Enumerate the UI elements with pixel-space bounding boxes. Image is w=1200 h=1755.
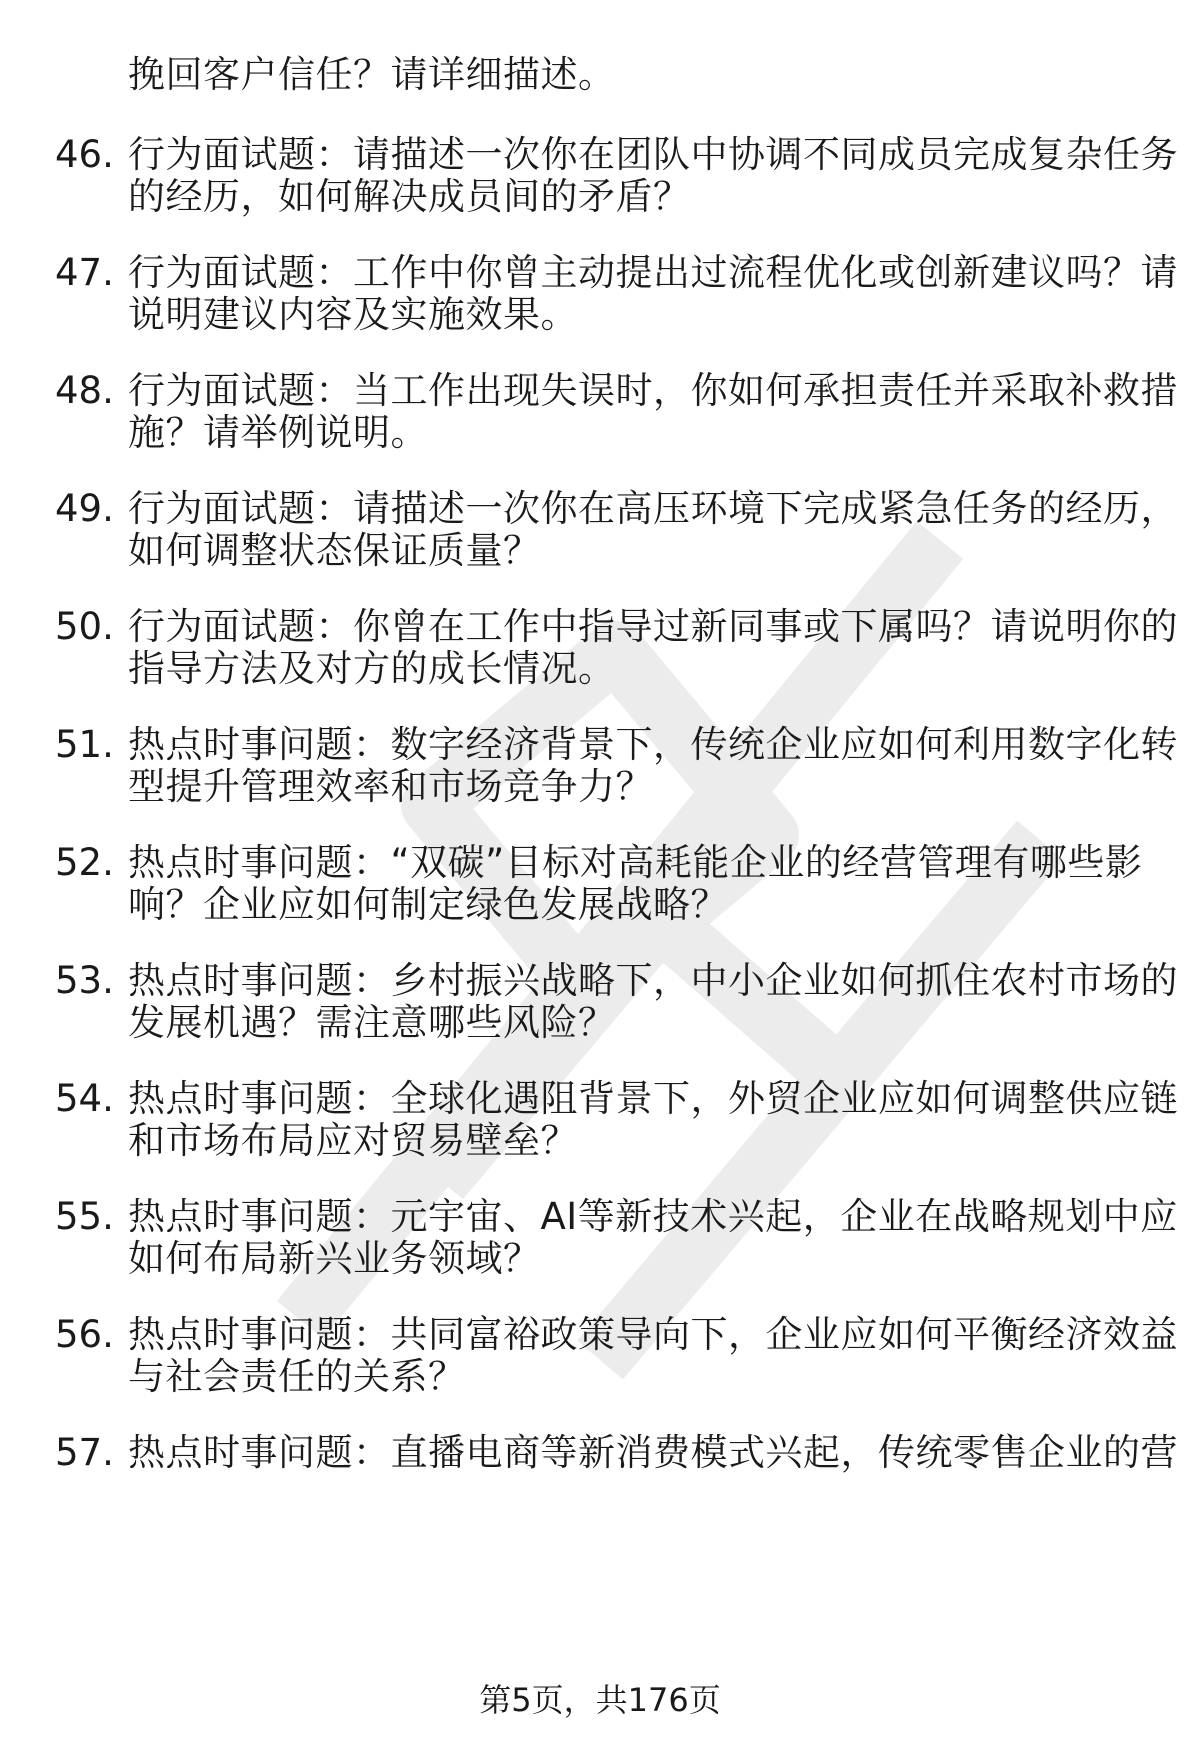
continuation-line: 挽回客户信任？请详细描述。 bbox=[128, 53, 616, 96]
question-number: 51. bbox=[55, 723, 114, 766]
question-number: 54. bbox=[55, 1077, 114, 1120]
question-text-line: 热点时事问题：元宇宙、AI等新技术兴起，企业在战略规划中应 bbox=[128, 1195, 1178, 1238]
question-text-line: 热点时事问题：数字经济背景下，传统企业应如何利用数字化转 bbox=[128, 723, 1178, 766]
question-number: 53. bbox=[55, 959, 114, 1002]
question-text-line: 如何布局新兴业务领域？ bbox=[128, 1237, 541, 1280]
question-number: 52. bbox=[55, 841, 114, 884]
page-footer: 第5页，共176页 bbox=[479, 1681, 721, 1719]
question-number: 56. bbox=[55, 1313, 114, 1356]
question-text-line: 热点时事问题：全球化遇阻背景下，外贸企业应如何调整供应链 bbox=[128, 1077, 1178, 1120]
question-text-line: 施？请举例说明。 bbox=[128, 411, 428, 454]
question-text-line: 说明建议内容及实施效果。 bbox=[128, 293, 578, 336]
question-number: 47. bbox=[55, 251, 114, 294]
question-text-line: 与社会责任的关系？ bbox=[128, 1355, 466, 1398]
question-text-line: 的经历，如何解决成员间的矛盾？ bbox=[128, 175, 691, 218]
question-text-line: 行为面试题：请描述一次你在团队中协调不同成员完成复杂任务 bbox=[128, 133, 1178, 176]
question-number: 49. bbox=[55, 487, 114, 530]
question-text-line: 如何调整状态保证质量？ bbox=[128, 529, 541, 572]
question-number: 50. bbox=[55, 605, 114, 648]
question-number: 55. bbox=[55, 1195, 114, 1238]
question-text-line: 指导方法及对方的成长情况。 bbox=[128, 647, 616, 690]
question-text-line: 和市场布局应对贸易壁垒？ bbox=[128, 1119, 578, 1162]
question-text-line: 行为面试题：当工作出现失误时，你如何承担责任并采取补救措 bbox=[128, 369, 1178, 412]
question-number: 57. bbox=[55, 1431, 114, 1474]
question-text-line: 行为面试题：你曾在工作中指导过新同事或下属吗？请说明你的 bbox=[128, 605, 1178, 648]
question-text-line: 热点时事问题：“双碳”目标对高耗能企业的经营管理有哪些影 bbox=[128, 841, 1143, 884]
question-text-line: 发展机遇？需注意哪些风险？ bbox=[128, 1001, 616, 1044]
question-text-line: 热点时事问题：乡村振兴战略下，中小企业如何抓住农村市场的 bbox=[128, 959, 1178, 1002]
question-text-line: 行为面试题：工作中你曾主动提出过流程优化或创新建议吗？请 bbox=[128, 251, 1178, 294]
question-text-line: 行为面试题：请描述一次你在高压环境下完成紧急任务的经历， bbox=[128, 487, 1178, 530]
question-number: 46. bbox=[55, 133, 114, 176]
question-text-line: 型提升管理效率和市场竞争力？ bbox=[128, 765, 653, 808]
question-number: 48. bbox=[55, 369, 114, 412]
question-text-line: 响？企业应如何制定绿色发展战略？ bbox=[128, 883, 728, 926]
question-text-line: 热点时事问题：直播电商等新消费模式兴起，传统零售企业的营 bbox=[128, 1431, 1178, 1474]
question-text-line: 热点时事问题：共同富裕政策导向下，企业应如何平衡经济效益 bbox=[128, 1313, 1178, 1356]
